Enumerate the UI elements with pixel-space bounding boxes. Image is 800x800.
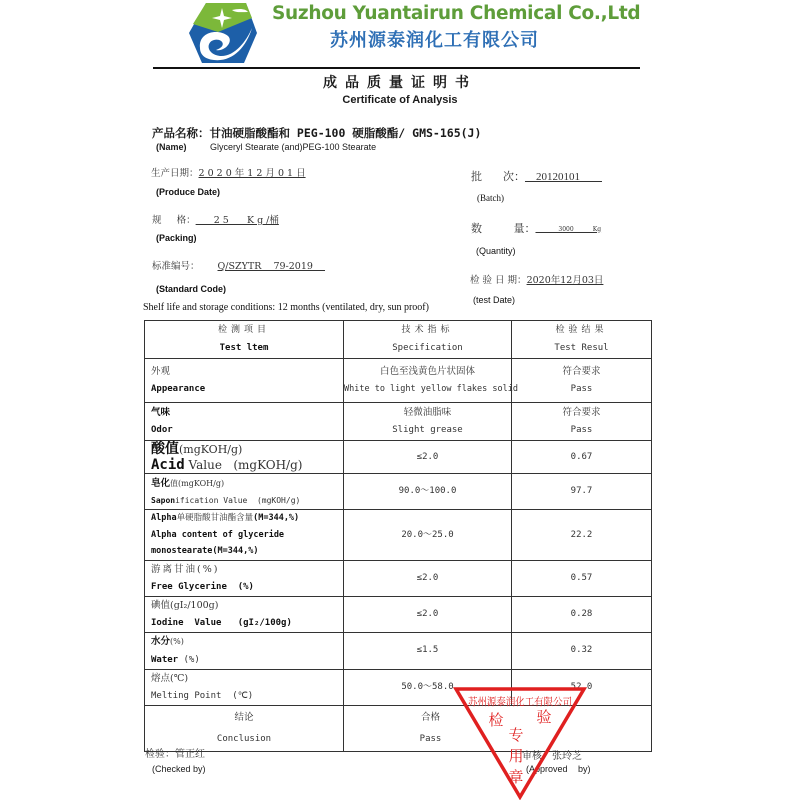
packing-field — [152, 212, 279, 226]
table-row-water — [145, 633, 652, 669]
standard-code-label: 标准编号： — [152, 261, 200, 272]
table-row-odor — [145, 403, 652, 441]
header-specification: 技术指标 Specification — [344, 321, 512, 359]
test-item: Alpha单硬脂酸甘油酯含量(M=344,%) Alpha content of glyceride monostearate(M=344,%) — [145, 510, 344, 561]
test-item: 外观 Appearance — [145, 359, 344, 403]
header-test-item: 检测项目 Test ltem — [145, 321, 344, 359]
conclusion-label: 结论 Conclusion — [145, 705, 344, 751]
packing-label: 规 格： — [152, 215, 196, 226]
batch-value: 20120101 — [524, 171, 602, 183]
product-name-cn: 产品名称：甘油硬脂酸酯和 PEG-100 硬脂酸酯/ GMS-165(J) — [152, 126, 482, 140]
test-item: 碘值(gI₂/100g) Iodine Value (gI₂/100g) — [145, 597, 344, 633]
specification: 白色至浅黄色片状固体 White to light yellow flakes solid — [344, 359, 512, 403]
analysis-table — [144, 320, 652, 752]
test-date-label-en: (test Date) — [473, 295, 516, 305]
test-result: 符合要求 Pass — [512, 359, 652, 403]
test-item: 熔点(℃) Melting Point (℃) — [145, 669, 344, 705]
test-date-field — [470, 272, 603, 286]
svg-text:检: 检 — [488, 711, 504, 729]
test-result: 0.57 — [512, 561, 652, 597]
standard-code-value: Q/SZYTR 79-2019 — [217, 261, 326, 272]
specification: 90.0～100.0 — [344, 474, 512, 510]
svg-text:验: 验 — [536, 708, 552, 726]
table-row-acid-value — [145, 441, 652, 474]
table-row-iodine-value — [145, 597, 652, 633]
conclusion-value: 合格 Pass — [344, 705, 652, 751]
specification: ≤1.5 — [344, 633, 512, 669]
document-title-cn: 成品质量证明书 — [323, 75, 477, 91]
test-item: 酸值(mgKOH/g) Acid Value (mgKOH/g) — [145, 441, 344, 474]
specification: ≤2.0 — [344, 441, 512, 474]
checked-by-cn: 检验：管正红 — [145, 749, 205, 760]
test-result: 52.0 — [512, 669, 652, 705]
specification: 20.0～25.0 — [344, 510, 512, 561]
produce-date-value: 2 0 2 0 年 1 2 月 0 1 日 — [198, 168, 306, 179]
test-result: 0.67 — [512, 441, 652, 474]
quantity-label-en: (Quantity) — [476, 246, 516, 256]
packing-value: 2 5 K g /桶 — [195, 215, 279, 226]
test-item: 皂化值(mgKOH/g) Saponification Value (mgKOH/g) — [145, 474, 344, 510]
standard-code-field — [152, 258, 325, 272]
table-header-row — [145, 321, 652, 359]
specification: 轻微油脂味 Slight grease — [344, 403, 512, 441]
product-name-label: (Name) — [156, 142, 187, 152]
header-divider — [153, 67, 640, 69]
svg-text:用: 用 — [508, 747, 524, 765]
approved-by-en: (Approved by) — [526, 764, 591, 774]
table-row-alpha-content — [145, 510, 652, 561]
checked-by-en: (Checked by) — [152, 764, 206, 774]
quantity-label: 数 量： — [471, 222, 536, 235]
produce-date-label: 生产日期： — [151, 168, 199, 179]
company-logo-icon — [188, 2, 258, 64]
table-row-appearance — [145, 359, 652, 403]
batch-label-en: (Batch) — [477, 193, 504, 203]
shelf-life-text: Shelf life and storage conditions: 12 months (ventilated, dry, sun proof) — [143, 302, 429, 313]
test-date-label: 检 验 日 期： — [470, 275, 527, 286]
specification: ≤2.0 — [344, 561, 512, 597]
svg-text:章: 章 — [508, 768, 524, 786]
test-item: 气味 Odor — [145, 403, 344, 441]
quantity-field — [471, 220, 601, 236]
table-row-melting-point — [145, 669, 652, 705]
produce-date-field — [151, 165, 306, 179]
test-result: 0.28 — [512, 597, 652, 633]
test-result: 97.7 — [512, 474, 652, 510]
company-name-cn: 苏州源泰润化工有限公司 — [330, 30, 539, 51]
specification: 50.0～58.0 — [344, 669, 512, 705]
specification: ≤2.0 — [344, 597, 512, 633]
standard-code-label-en: (Standard Code) — [156, 284, 227, 294]
test-item: 游离甘油(%) Free Glycerine (%) — [145, 561, 344, 597]
test-result: 符合要求 Pass — [512, 403, 652, 441]
svg-text:专: 专 — [508, 726, 524, 744]
batch-field — [471, 168, 602, 184]
company-name-en: Suzhou Yuantairun Chemical Co.,Ltd — [272, 3, 641, 24]
table-row-saponification-value — [145, 474, 652, 510]
quantity-value: 3000 Kg — [535, 225, 602, 233]
produce-date-label-en: (Produce Date) — [156, 187, 221, 197]
test-result: 0.32 — [512, 633, 652, 669]
packing-label-en: (Packing) — [156, 233, 197, 243]
svg-text:苏州源泰润化工有限公司: 苏州源泰润化工有限公司 — [468, 696, 584, 708]
header-test-result: 检验结果 Test Resul — [512, 321, 652, 359]
test-result: 22.2 — [512, 510, 652, 561]
table-row-free-glycerine — [145, 561, 652, 597]
approved-by-cn: 审核：张玲芝 — [522, 751, 582, 762]
batch-label: 批 次： — [471, 170, 525, 183]
product-name-en: Glyceryl Stearate (and)PEG-100 Stearate — [210, 142, 377, 152]
table-row-conclusion — [145, 705, 652, 751]
test-item: 水分(%) Water (%) — [145, 633, 344, 669]
test-date-value: 2020年12月03日 — [526, 275, 604, 286]
document-title-en: Certificate of Analysis — [342, 94, 458, 106]
